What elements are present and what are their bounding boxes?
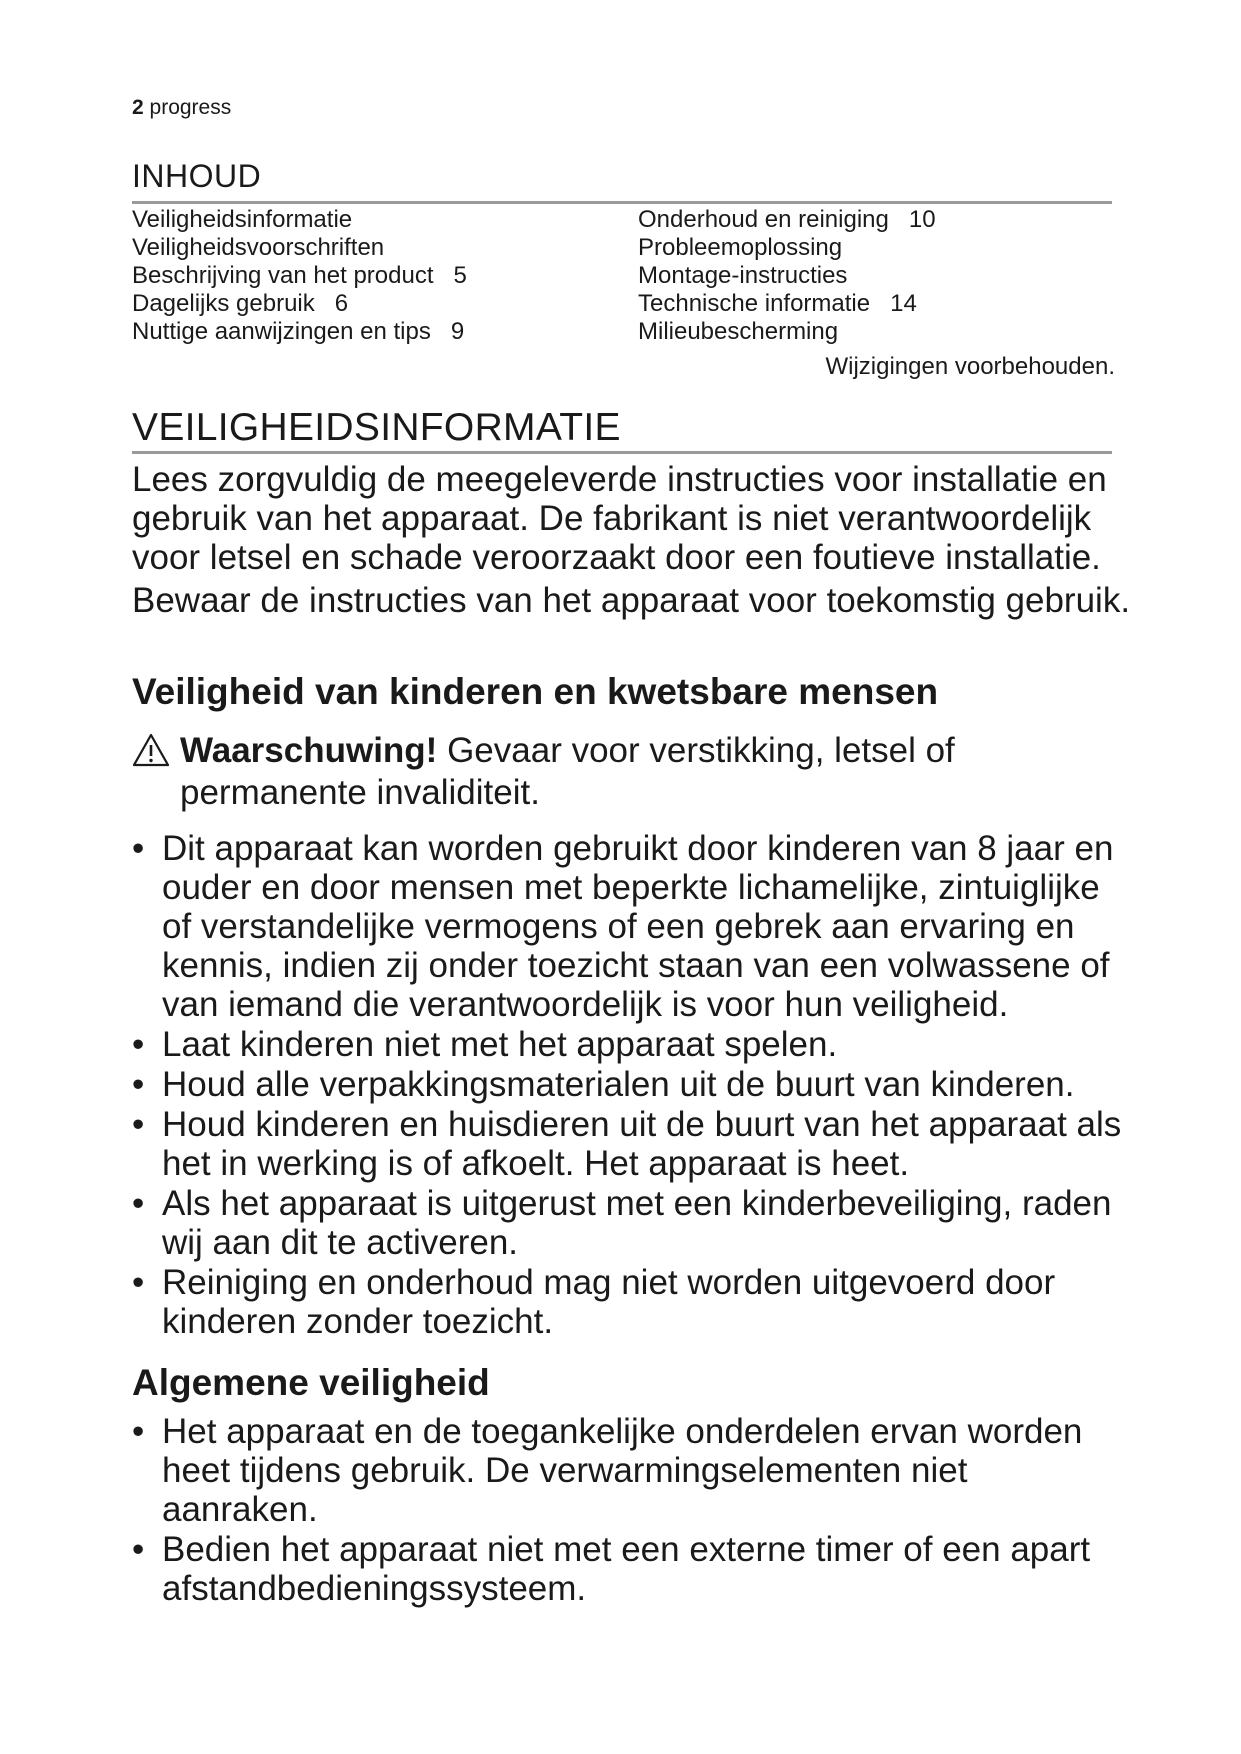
brand-name: progress: [149, 96, 232, 119]
toc-item-label: Montage-instructies: [638, 262, 848, 289]
toc-item[interactable]: [638, 206, 936, 234]
list-item: [132, 829, 1132, 1024]
toc-item-label: Milieubescherming: [638, 318, 839, 345]
children-safety-heading: Veiligheid van kinderen en kwetsbare mensen: [132, 671, 939, 712]
list-item: [132, 1025, 1132, 1064]
warning-label: Waarschuwing!: [180, 731, 438, 770]
list-item-text: • Bedien het apparaat niet met een externe timer of een apart afstandbedieningssysteem.: [162, 1530, 1091, 1608]
toc-item-label: Nuttige aanwijzingen en tips: [132, 318, 431, 345]
toc-item-label: Onderhoud en reiniging: [638, 206, 889, 233]
intro-paragraph: Lees zorgvuldig de meegeleverde instructies voor installatie en gebruik van het apparaat. De fabrikant is niet verantwoordelijk voor letsel en schade veroorzaakt door een foutieve installatie.: [132, 460, 1107, 577]
list-item: [132, 1105, 1132, 1183]
toc-item-page: 5: [453, 262, 467, 289]
toc-item[interactable]: [132, 318, 467, 346]
warning-text: Gevaar voor verstikking, letsel of permanente invaliditeit.: [180, 731, 955, 812]
section-title: VEILIGHEIDSINFORMATIE: [132, 406, 621, 449]
warning-block: [132, 730, 1132, 814]
toc-item[interactable]: [132, 290, 467, 318]
children-safety-list: [132, 829, 1132, 1342]
toc-item-label: Technische informatie: [638, 290, 871, 317]
intro-paragraph: Bewaar de instructies van het apparaat voor toekomstig gebruik.: [132, 581, 1131, 620]
list-item-text: • Laat kinderen niet met het apparaat spelen.: [162, 1025, 838, 1064]
page-header: [132, 96, 231, 120]
warning-triangle-icon: [132, 732, 170, 768]
list-item: [132, 1530, 1132, 1608]
list-item: [132, 1184, 1132, 1262]
list-item-text: • Houd alle verpakkingsmaterialen uit de buurt van kinderen.: [162, 1065, 1075, 1104]
list-item-text: • Als het apparaat is uitgerust met een kinderbeveiliging, raden wij aan dit te activeren.: [162, 1184, 1112, 1262]
list-item-text: • Houd kinderen en huisdieren uit de buurt van het apparaat als het in werking is of afkoelt. Het apparaat is heet.: [162, 1105, 1122, 1183]
toc-left-column: [132, 206, 467, 346]
intro-text: [132, 460, 1132, 624]
list-item-text: • Het apparaat en de toegankelijke onderdelen ervan worden heet tijdens gebruik. De verwarmingselementen niet aanraken.: [162, 1412, 1083, 1529]
toc-item-label: Probleemoplossing: [638, 234, 843, 261]
toc-item-label: Veiligheidsvoorschriften: [132, 234, 385, 261]
toc-item[interactable]: [638, 234, 936, 262]
list-item: [132, 1412, 1132, 1529]
toc-divider: [132, 201, 1112, 204]
toc-item[interactable]: [132, 262, 467, 290]
list-item: [132, 1263, 1132, 1341]
toc-item-label: Beschrijving van het product: [132, 262, 434, 289]
section-divider: [132, 451, 1112, 454]
toc-item-page: 9: [450, 318, 465, 345]
toc-right-column: [638, 206, 936, 346]
general-safety-heading: Algemene veiligheid: [132, 1362, 490, 1403]
list-item: [132, 1065, 1132, 1104]
toc-item-label: Dagelijks gebruik: [132, 290, 315, 317]
toc-item-label: Veiligheidsinformatie: [132, 206, 353, 233]
toc-note: Wijzigingen voorbehouden.: [825, 353, 1115, 380]
toc-item[interactable]: [638, 290, 936, 318]
toc-item[interactable]: [638, 318, 936, 346]
toc-item[interactable]: [638, 262, 936, 290]
toc-item-page: 10: [908, 206, 936, 233]
list-item-text: • Reiniging en onderhoud mag niet worden uitgevoerd door kinderen zonder toezicht.: [162, 1263, 1056, 1341]
toc-item[interactable]: [132, 234, 467, 262]
page-number: 2: [132, 96, 144, 119]
toc-item-page: 6: [334, 290, 349, 317]
toc-item-page: 14: [890, 290, 917, 317]
general-safety-list: [132, 1412, 1132, 1609]
toc-item[interactable]: [132, 206, 467, 234]
list-item-text: • Dit apparaat kan worden gebruikt door kinderen van 8 jaar en ouder en door mensen met beperkte lichamelijke, zintuiglijke of verstandelijke vermogens of een gebrek aan ervaring en kennis, indien zij onder toezicht staan van een volwassene of van iemand die verantwoordelijk is voor hun veiligheid.: [162, 829, 1114, 1024]
toc-title: INHOUD: [132, 158, 262, 194]
